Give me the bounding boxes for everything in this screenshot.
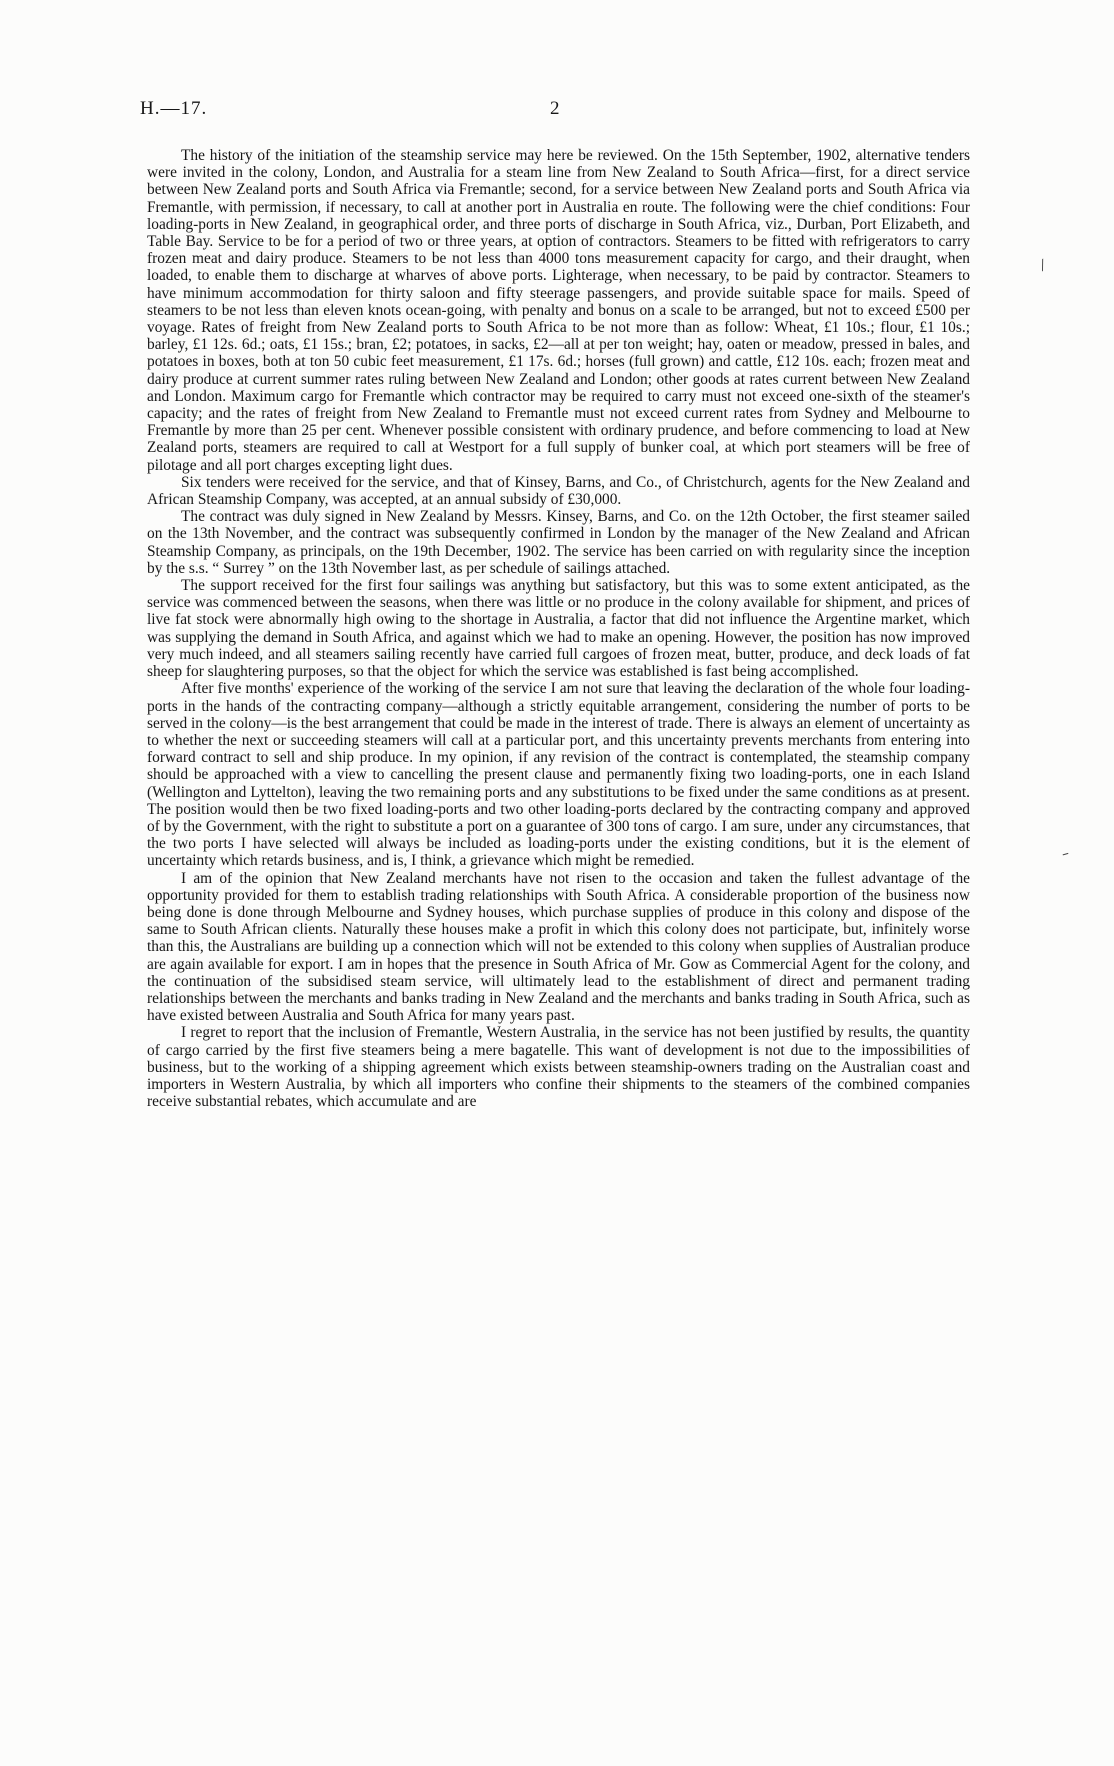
paragraph-contract-signed: The contract was duly signed in New Zealand by Messrs. Kinsey, Barns, and Co. on the 12th October, the first steamer sailed on the 13th November, and the contract was subsequently confirmed in London by the manager of the New Zealand and African Steamship Company, as principals, on the 19th December, 1902. The service has been carried on with regularity since the inception by the s.s. “ Surrey ” on the 13th November last, as per schedule of sailings attached. <box>147 508 970 577</box>
page-number: 2 <box>550 98 560 119</box>
paragraph-loading-ports: After five months' experience of the working of the service I am not sure that leaving the declaration of the whole four loading-ports in the hands of the contracting company—although a strictly equitable arrangement, considering the number of ports to be served in the colony—is the best arrangement that could be made in the interest of trade. There is always an element of uncertainty as to whether the next or succeeding steamers will call at a particular port, and this uncertainty prevents merchants from entering into forward contract to sell and ship produce. In my opinion, if any revision of the contract is contemplated, the steamship company should be approached with a view to cancelling the present clause and permanently fixing two loading-ports, one in each Island (Wellington and Lyttelton), leaving the two remaining ports and any substitutions to be fixed under the same conditions as at present. The position would then be two fixed loading-ports and two other loading-ports declared by the contracting company and approved of by the Government, with the right to substitute a port on a guarantee of 300 tons of cargo. I am sure, under any circumstances, that the two ports I have selected will always be included as loading-ports under the existing conditions, but it is the element of uncertainty which retards business, and is, I think, a grievance which might be remedied. <box>147 680 970 870</box>
paragraph-fremantle-inclusion: I regret to report that the inclusion of Fremantle, Western Australia, in the service has not been justified by results, the quantity of cargo carried by the first five steamers being a mere bagatelle. This want of development is not due to the impossibilities of business, but to the working of a shipping agreement which exists between steamship-owners trading on the Australian coast and importers in Western Australia, by which all importers who confine their shipments to the steamers of the combined companies receive substantial rebates, which accumulate and are <box>147 1024 970 1111</box>
paragraph-support-received: The support received for the first four sailings was anything but satisfactory, but this was to some extent anticipated, as the service was commenced between the seasons, when there was little or no produce in the colony available for shipment, and prices of live fat stock were abnormally high owing to the shortage in Australia, a factor that did not influence the Argentine market, which was supplying the demand in South Africa, and against which we had to make an opening. However, the position has now improved very much indeed, and all steamers sailing recently have carried full cargoes of frozen meat, butter, produce, and deck loads of fat sheep for slaughtering purposes, so that the object for which the service was established is fast being accomplished. <box>147 577 970 681</box>
paragraph-tender-history: The history of the initiation of the steamship service may here be reviewed. On the 15th September, 1902, alternative tenders were invited in the colony, London, and Australia for a steam line from New Zealand to South Africa—first, for a direct service between New Zealand ports and South Africa via Fremantle; second, for a service between New Zealand ports and South Africa via Fremantle, with permission, if necessary, to call at another port in Australia en route. The following were the chief conditions: Four loading-ports in New Zealand, in geographical order, and three ports of discharge in South Africa, viz., Durban, Port Elizabeth, and Table Bay. Service to be for a period of two or three years, at option of contractors. Steamers to be fitted with refrigerators to carry frozen meat and dairy produce. Steamers to be not less than 4000 tons measurement capacity for cargo, and their draught, when loaded, to enable them to discharge at wharves of above ports. Lighterage, when necessary, to be paid by contractor. Steamers to have minimum accommodation for thirty saloon and fifty steerage passengers, and provide suitable space for mails. Speed of steamers to be not less than eleven knots ocean-going, with penalty and bonus on a scale to be arranged, but not to exceed £500 per voyage. Rates of freight from New Zealand ports to South Africa to be not more than as follow: Wheat, £1 10s.; flour, £1 10s.; barley, £1 12s. 6d.; oats, £1 15s.; bran, £2; potatoes, in sacks, £2—all at per ton weight; hay, oaten or meadow, pressed in bales, and potatoes in boxes, both at ton 50 cubic feet measurement, £1 17s. 6d.; horses (full grown) and cattle, £12 10s. each; frozen meat and dairy produce at current summer rates ruling between New Zealand and London; other goods at rates current between New Zealand and London. Maximum cargo for Fremantle which contractor may be required to carry must not exceed one-sixth of the steamer's capacity; and the rates of freight from New Zealand to Fremantle must not exceed current rates from Sydney and Melbourne to Fremantle by more than 25 per cent. Whenever possible consistent with ordinary prudence, and before commencing to load at New Zealand ports, steamers are required to call at Westport for a full supply of bunker coal, at which port steamers will be free of pilotage and all port charges excepting light dues. <box>147 147 970 474</box>
paragraph-tenders-received: Six tenders were received for the service, and that of Kinsey, Barns, and Co., of Christchurch, agents for the New Zealand and African Steamship Company, was accepted, at an annual subsidy of £30,000. <box>147 473 970 509</box>
body-text <box>147 147 970 1110</box>
margin-pencil-mark: – <box>1060 845 1071 863</box>
margin-pencil-mark: ⁄ <box>1038 258 1049 274</box>
document-reference: H.—17. <box>140 98 208 119</box>
paragraph-merchants-opinion: I am of the opinion that New Zealand merchants have not risen to the occasion and taken the fullest advantage of the opportunity provided for them to establish trading relationships with South Africa. A considerable proportion of the business now being done is done through Melbourne and Sydney houses, which purchase supplies of produce in this colony and dispose of the same to South African clients. Naturally these houses make a profit in which this colony does not participate, but, infinitely worse than this, the Australians are building up a connection which will not be extended to this colony when supplies of Australian produce are again available for export. I am in hopes that the presence in South Africa of Mr. Gow as Commercial Agent for the colony, and the continuation of the subsidised steam service, will ultimately lead to the establishment of direct and permanent trading relationships between the merchants and banks trading in New Zealand and the merchants and banks trading in South Africa, such as have existed between Australia and South Africa for many years past. <box>147 869 970 1025</box>
page-header <box>140 98 970 124</box>
